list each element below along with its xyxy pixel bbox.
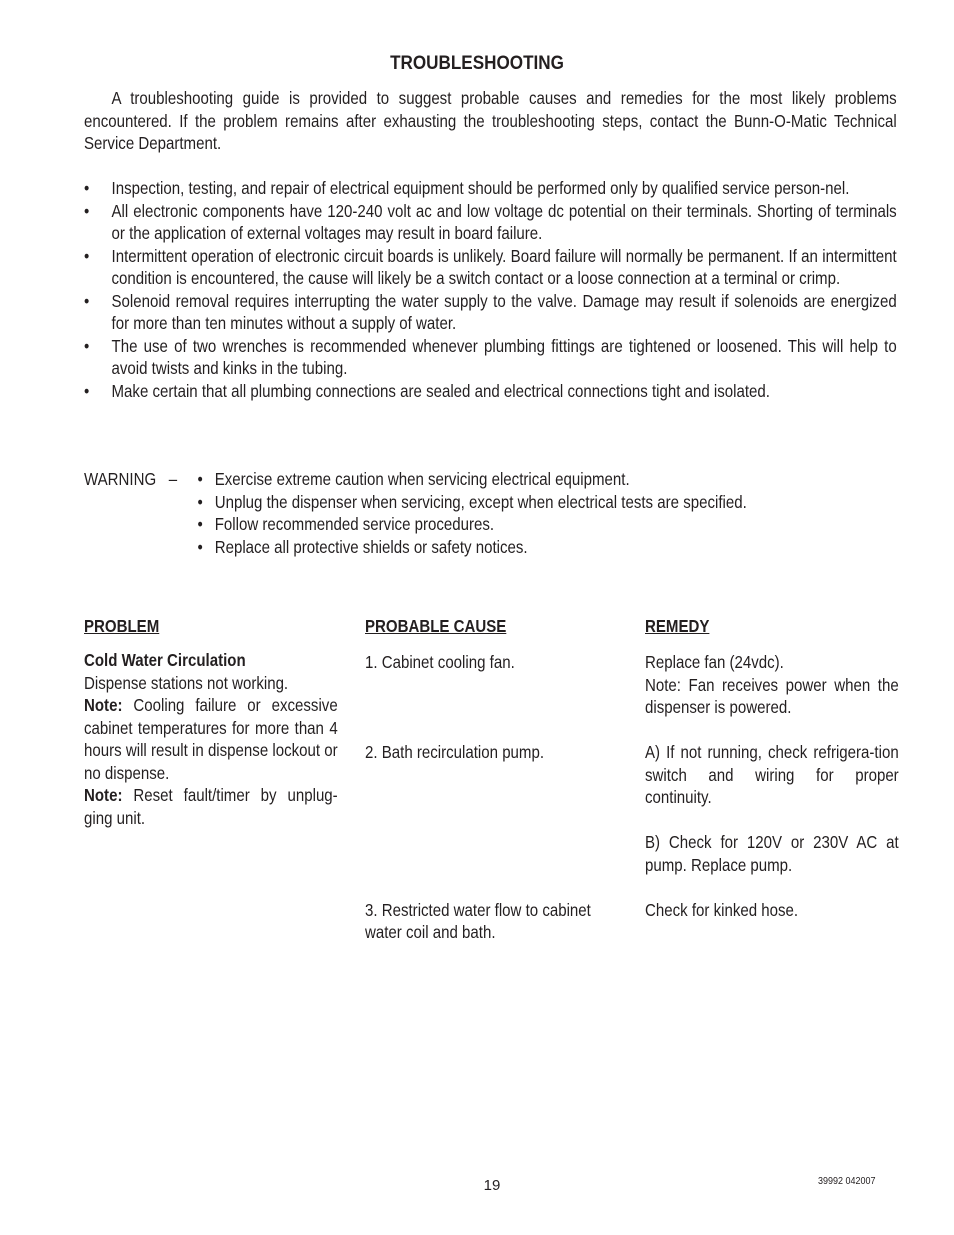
warning-text: Unplug the dispenser when servicing, except when electrical tests are specified. bbox=[214, 491, 747, 512]
note-label: Note: bbox=[84, 785, 123, 805]
list-item bbox=[84, 200, 897, 245]
bullet-icon: • bbox=[197, 469, 203, 489]
note-text: Cooling failure or excessive cabinet temperatures for more than 4 hours will result in dispense lockout or no dispense. bbox=[84, 695, 338, 783]
document-code: 39992 042007 bbox=[818, 1176, 876, 1187]
remedy-item: Check for kinked hose. bbox=[645, 899, 799, 920]
warning-label: WARNING – bbox=[84, 469, 178, 489]
bullet-icon: • bbox=[84, 200, 90, 221]
bullet-icon: • bbox=[84, 335, 90, 356]
cause-column-header: PROBABLE CAUSE bbox=[365, 616, 507, 636]
list-item bbox=[84, 335, 897, 380]
bullet-text: The use of two wrenches is recommended whenever plumbing fittings are tightened or loosened. This will help to avoid twists and kinks in the tubing. bbox=[111, 335, 897, 378]
list-item bbox=[198, 536, 886, 559]
problem-heading: Cold Water Circulation bbox=[84, 650, 246, 670]
list-item bbox=[198, 468, 886, 491]
bullet-icon: • bbox=[84, 178, 90, 198]
remedy-column-header: REMEDY bbox=[645, 616, 710, 636]
problem-description: Dispense stations not working. bbox=[84, 672, 289, 693]
cause-item: 2. Bath recirculation pump. bbox=[365, 742, 545, 762]
warning-text: Replace all protective shields or safety notices. bbox=[214, 536, 528, 557]
warning-text: Exercise extreme caution when servicing electrical equipment. bbox=[214, 469, 630, 489]
bullet-icon: • bbox=[197, 536, 203, 557]
bullet-icon: • bbox=[197, 514, 203, 534]
intro-paragraph: A troubleshooting guide is provided to suggest probable causes and remedies for the most likely problems encountered. If the problem remains after exhausting the troubleshooting steps, contact the Bunn-O-Matic Technical Service Department. bbox=[84, 88, 897, 153]
remedy-item: A) If not running, check refrigera-tion switch and wiring for proper continuity. bbox=[645, 742, 899, 807]
bullet-icon: • bbox=[197, 491, 203, 512]
problem-note bbox=[84, 694, 338, 784]
list-item bbox=[198, 513, 886, 536]
list-item bbox=[84, 380, 897, 403]
bullet-text: Make certain that all plumbing connections are sealed and electrical connections tight and isolated. bbox=[111, 380, 770, 401]
cause-item: 1. Cabinet cooling fan. bbox=[365, 652, 515, 672]
note-label: Note: bbox=[84, 695, 123, 715]
problem-column-header: PROBLEM bbox=[84, 616, 160, 636]
page-number: 19 bbox=[483, 1177, 501, 1194]
bullet-text: Inspection, testing, and repair of electrical equipment should be performed only by qualified service person-nel. bbox=[111, 178, 850, 198]
list-item bbox=[84, 245, 897, 290]
bullet-text: All electronic components have 120-240 volt ac and low voltage dc potential on their terminals. Shorting of terminals or the application of external voltages may result in board failure. bbox=[111, 200, 897, 243]
page-title: TROUBLESHOOTING bbox=[390, 53, 564, 74]
remedy-item: Replace fan (24vdc). bbox=[645, 652, 784, 672]
bullet-text: Intermittent operation of electronic circuit boards is unlikely. Board failure will normally be permanent. If an intermittent condition is encountered, the cause will likely be a switch contact or a loose connection at a terminal or crimp. bbox=[111, 245, 897, 288]
note-text: Reset fault/timer by unplug-ging unit. bbox=[84, 785, 338, 828]
warning-text: Follow recommended service procedures. bbox=[214, 514, 495, 534]
safety-bullet-list bbox=[84, 177, 897, 402]
bullet-icon: • bbox=[84, 290, 90, 311]
remedy-column bbox=[645, 649, 899, 921]
list-item bbox=[84, 177, 897, 200]
remedy-item: Note: Fan receives power when the dispenser is powered. bbox=[645, 674, 899, 717]
bullet-icon: • bbox=[84, 380, 90, 401]
list-item bbox=[84, 290, 897, 335]
problem-column bbox=[84, 649, 338, 829]
cause-column bbox=[365, 649, 627, 944]
bullet-text: Solenoid removal requires interrupting the water supply to the valve. Damage may result if solenoids are energized for more than ten minutes without a supply of water. bbox=[111, 290, 897, 333]
cause-item: 3. Restricted water flow to cabinet water coil and bath. bbox=[365, 899, 591, 942]
warning-list bbox=[198, 468, 886, 558]
bullet-icon: • bbox=[84, 245, 90, 266]
problem-note bbox=[84, 784, 338, 829]
list-item bbox=[198, 491, 886, 514]
remedy-item: B) Check for 120V or 230V AC at pump. Replace pump. bbox=[645, 832, 899, 875]
